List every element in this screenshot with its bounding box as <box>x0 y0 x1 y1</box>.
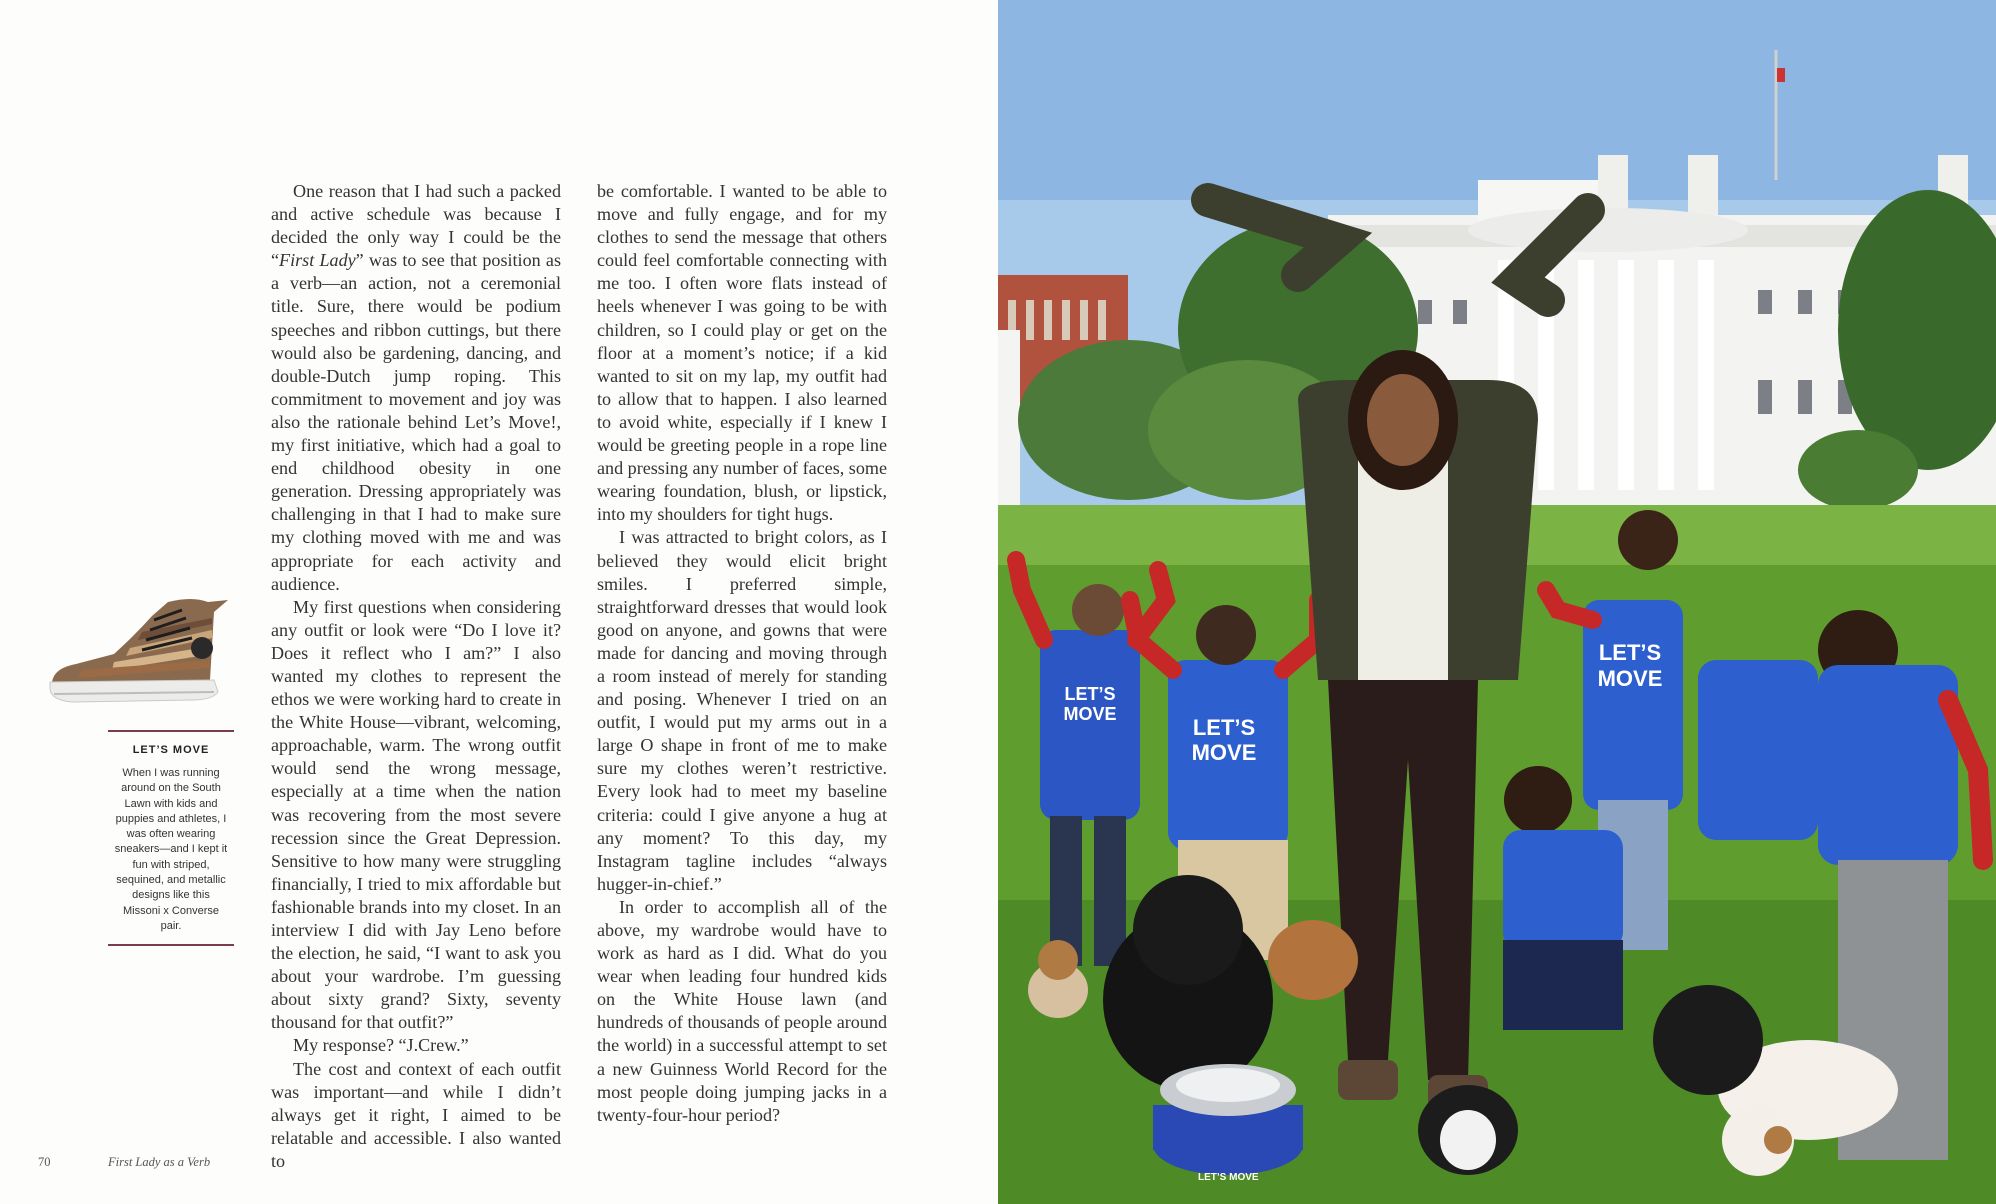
shirt-text: LET’S <box>1064 684 1116 704</box>
paragraph: be comfortable. I wanted to be able to move and fully engage, and for my clothes to send the message that others could feel comfortable connecting with me too. I often wore flats instead of heels whenever I was going to be with children, so I could play or get on the floor at a moment’s notice; if a kid wanted to sit on my lap, my outfit had to allow that to happen. I also learned to avoid white, especially if I knew I would be greeting people in a rope line and pressing any number of faces, some wearing foundation, blush, or lipstick, into my shoulders for tight hugs. <box>597 181 887 525</box>
shirt-text: LET’S <box>1598 640 1662 665</box>
paragraph: In order to accomplish all of the above, my wardrobe would have to work as hard as I did. What do you wear when leading four hundred kids on the White House lawn (and hundreds of thousands of people around the world) in a successful attempt to set a new Guinness World Record for the most people doing jumping jacks in a twenty-four-hour period? <box>597 896 887 1125</box>
page-number: 70 <box>38 1155 51 1169</box>
paragraph-text: ” was to see that position as a verb—an action, not a ceremonial title. Sure, there would be podium speeches and ribbon cuttings, but there would also be gardening, dancing, and double-Dutch jump roping. This commitment to movement and joy was also the rationale behind Let’s Move!, my first initiative, which had a goal to end childhood obesity in one generation. Dressing appropriately was challenging in that I had to make sure my clothing moved with me and was appropriate for each activity and audience. <box>271 250 561 594</box>
paragraph: My response? “J.Crew.” <box>293 1035 469 1056</box>
emphasis-text: First Lady <box>279 250 356 271</box>
sidebar-caption: When I was running around on the South Lawn with kids and puppies and athletes, I was often wearing sneakers—and I kept it fun with striped, sequined, and metallic designs like this Missoni x Converse pair. <box>114 767 228 932</box>
paragraph <box>271 180 561 596</box>
sidebar-title: LET’S MOVE <box>132 744 210 756</box>
sidebar-caption-box <box>108 730 234 946</box>
white-house-lawn-photo <box>998 0 1996 1204</box>
text-column-2 <box>597 180 887 1127</box>
shirt-text: MOVE <box>1063 704 1117 724</box>
paragraph-text: One reason that I had such a packed and active schedule was because I decided the only way I could be the “ <box>271 181 561 271</box>
shirt-text: MOVE <box>1597 666 1663 691</box>
text-column-1 <box>271 180 561 1173</box>
shirt-text: LET’S <box>1192 715 1256 740</box>
running-title: First Lady as a Verb <box>108 1155 211 1169</box>
sneaker-image <box>42 596 238 708</box>
paragraph: The cost and context of each outfit was important—and while I didn’t always get it right, I aimed to be relatable and accessible. I also wanted to <box>271 1058 561 1171</box>
bowl-text: LET’S MOVE <box>1198 1172 1259 1183</box>
shirt-text: MOVE <box>1191 740 1257 765</box>
paragraph: My first questions when considering any outfit or look were “Do I love it? Does it reflect who I am?” I also wanted my clothes to represent the ethos we were working hard to create in the White House—vibrant, welcoming, approachable, warm. The wrong outfit would send the wrong message, especially at a time when the nation was recovering from the most severe recession since the Great Depression. Sensitive to how many were struggling financially, I tried to mix affordable but fashionable brands into my closet. In an interview I did with Jay Leno before the election, he said, “I want to ask you about your wardrobe. I’m guessing about sixty grand? Sixty, seventy thousand for that outfit?” <box>271 596 561 1033</box>
paragraph: I was attracted to bright colors, as I believed they would elicit bright smiles. I preferred simple, straightforward dresses that would look good on anyone, and gowns that were made for dancing and moving through a room instead of merely for standing and posing. Whenever I tried on an outfit, I would put my arms out in a large O shape in front of me to make sure my clothes weren’t restrictive. Every look had to meet my baseline criteria: could I give anyone a hug at any moment? To this day, my Instagram tagline includes “always hugger-in-chief.” <box>597 527 887 894</box>
